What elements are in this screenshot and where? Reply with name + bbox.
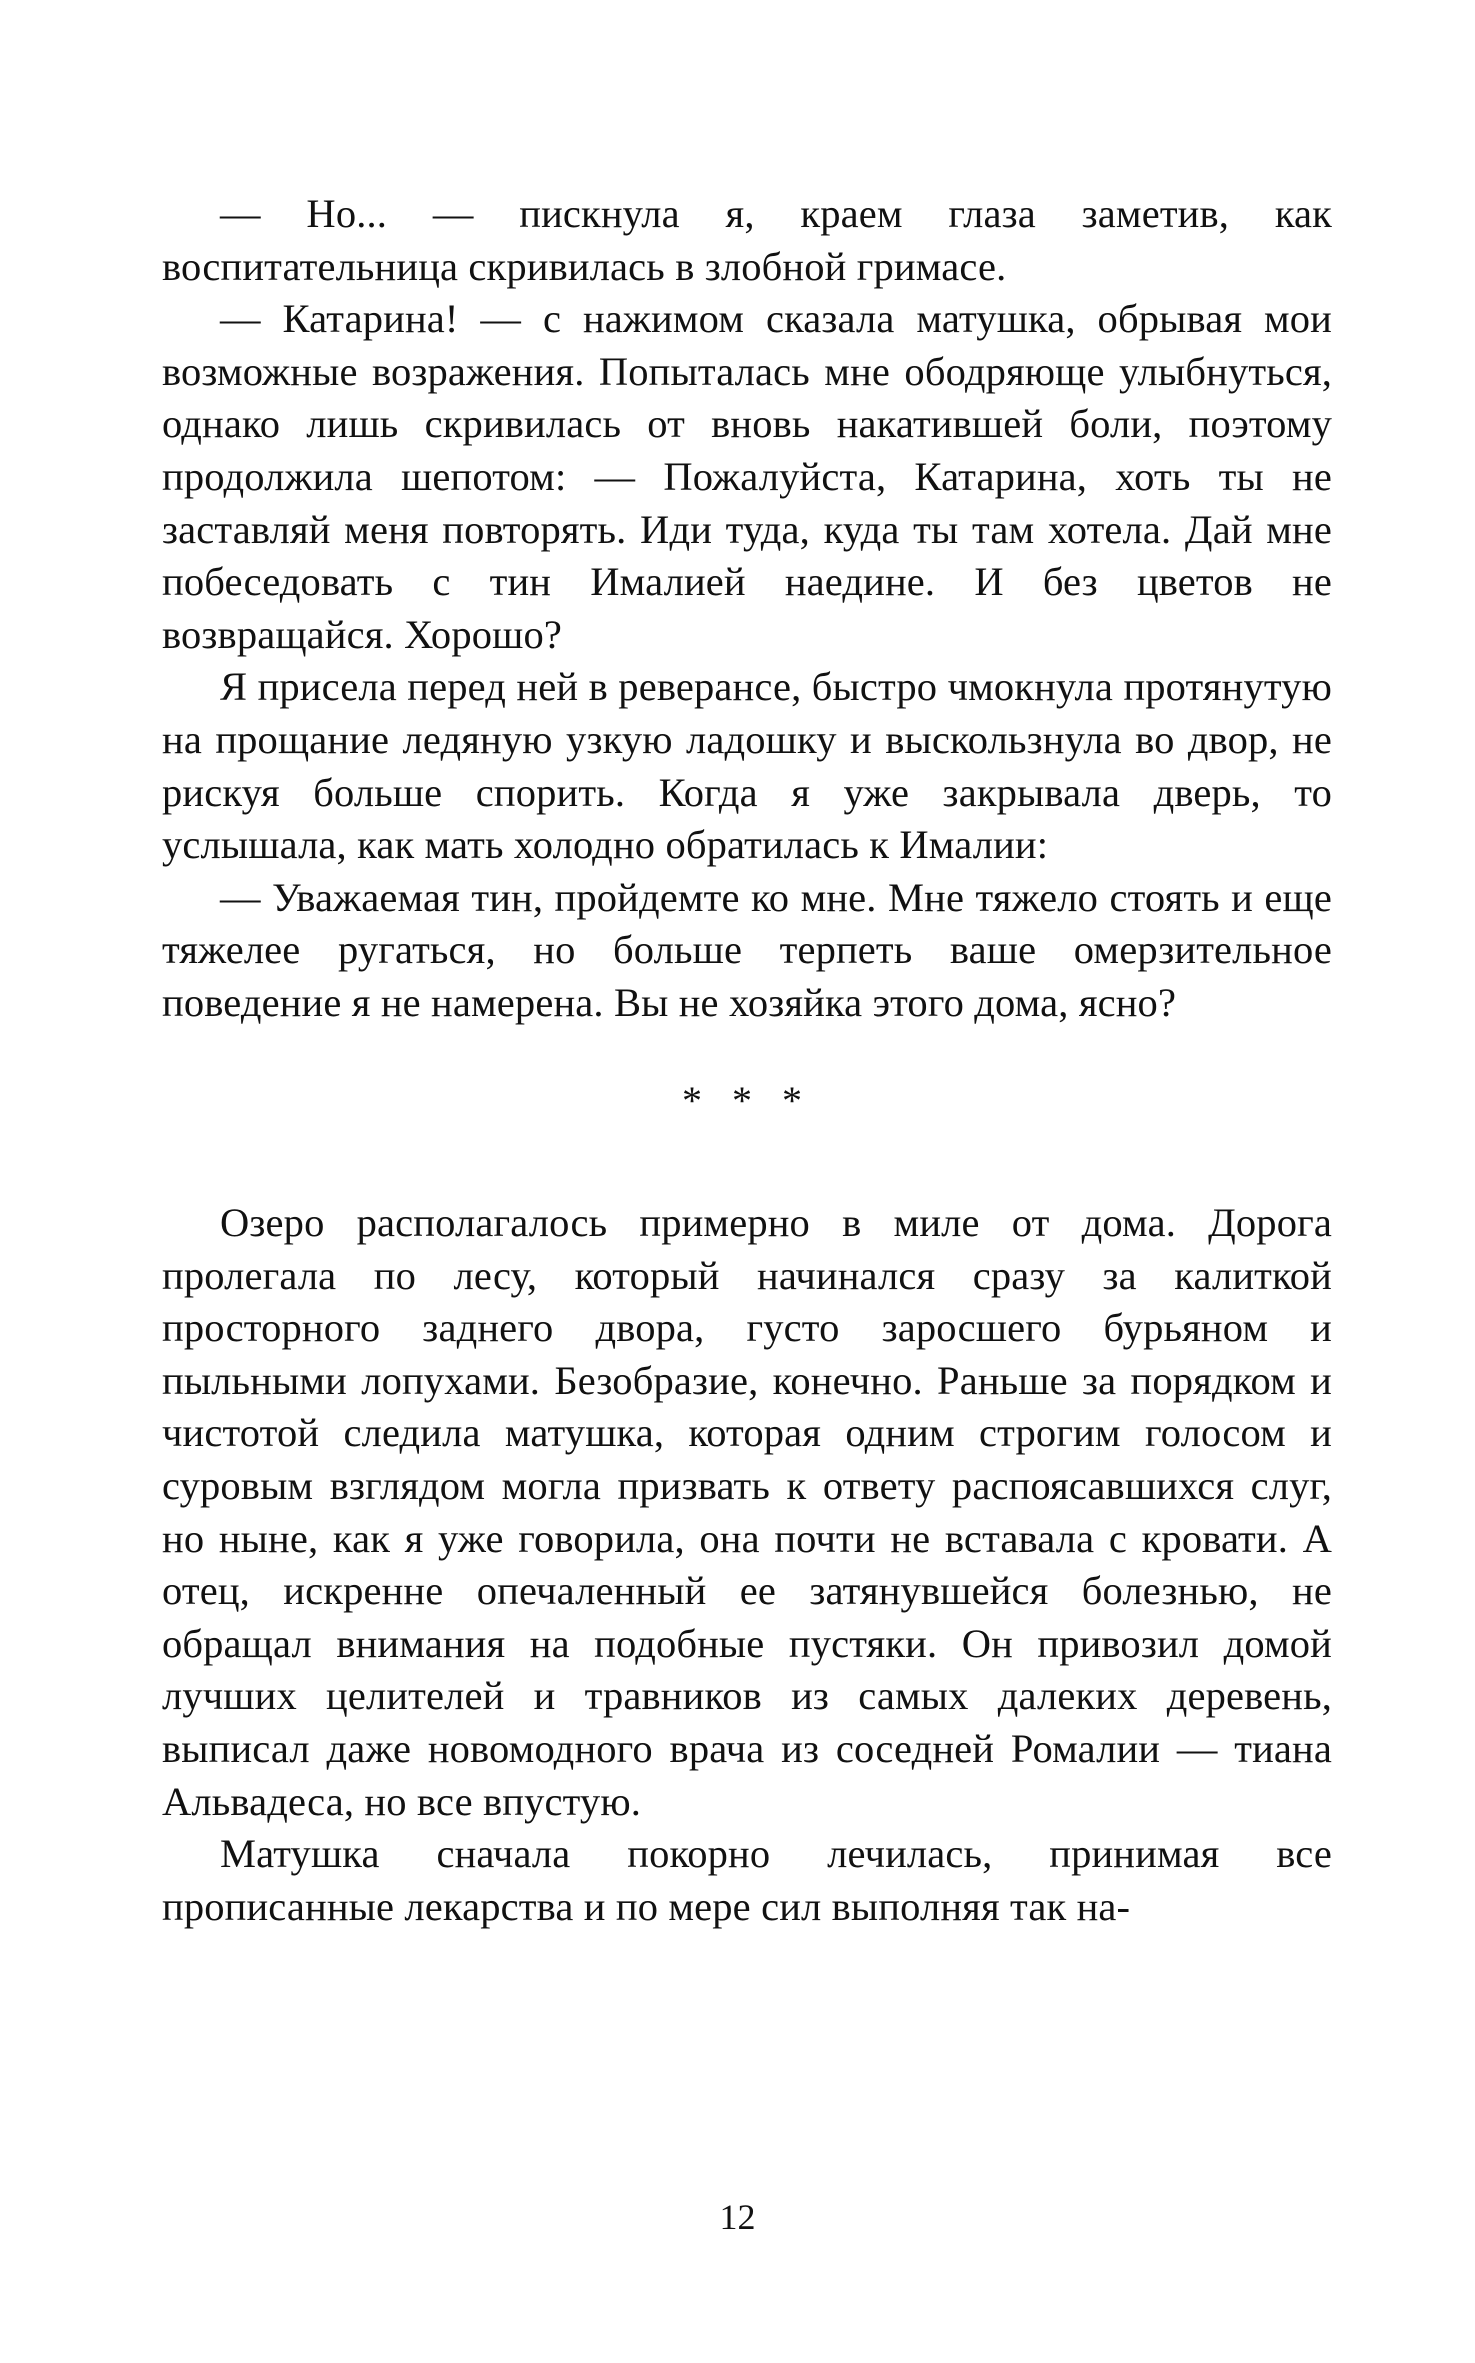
section-separator: * * * — [682, 1077, 812, 1123]
page-number: 12 — [719, 2197, 756, 2237]
paragraph-dialogue-1: — Но... — пискнула я, краем глаза заметив, как воспитательница скривилась в злобной гримасе. — [162, 191, 1332, 289]
book-page-text — [162, 188, 1332, 1933]
paragraph-narration-1: Я присела перед ней в реверансе, быстро чмокнула протянутую на прощание ледяную узкую ладошку и выскользнула во двор, не рискуя больше спорить. Когда я уже закрывала дверь, то услышала, как мать холодно обратилась к Ималии: — [162, 664, 1332, 868]
paragraph-narration-2: Озеро располагалось примерно в миле от дома. Дорога пролегала по лесу, который начинался сразу за калиткой просторного заднего двора, густо заросшего бурьяном и пыльными лопухами. Безобразие, конечно. Раньше за порядком и чистотой следила матушка, которая одним строгим голосом и суровым взглядом могла призвать к ответу распоясавшихся слуг, но ныне, как я уже говорила, она почти не вставала с кровати. А отец, искренне опечаленный ее затянувшейся болезнью, не обращал внимания на подобные пустяки. Он привозил домой лучших целителей и травников из самых далеких деревень, выписал даже новомодного врача из соседней Ромалии — тиана Альвадеса, но все впустую. — [162, 1200, 1332, 1824]
paragraph-dialogue-3: — Уважаемая тин, пройдемте ко мне. Мне тяжело стоять и еще тяжелее ругаться, но больше терпеть ваше омерзительное поведение я не намерена. Вы не хозяйка этого дома, ясно? — [162, 874, 1332, 1025]
paragraph-narration-3: Матушка сначала покорно лечилась, принимая все прописанные лекарства и по мере сил выполняя так на- — [162, 1831, 1332, 1929]
paragraph-dialogue-2: — Катарина! — с нажимом сказала матушка, обрывая мои возможные возражения. Попыталась мне ободряюще улыбнуться, однако лишь скривилась от вновь накатившей боли, поэтому продолжила шепотом: — Пожалуйста, Катарина, хоть ты не заставляй меня повторять. Иди туда, куда ты там хотела. Дай мне побеседовать с тин Ималией наедине. И без цветов не возвращайся. Хорошо? — [162, 296, 1332, 657]
